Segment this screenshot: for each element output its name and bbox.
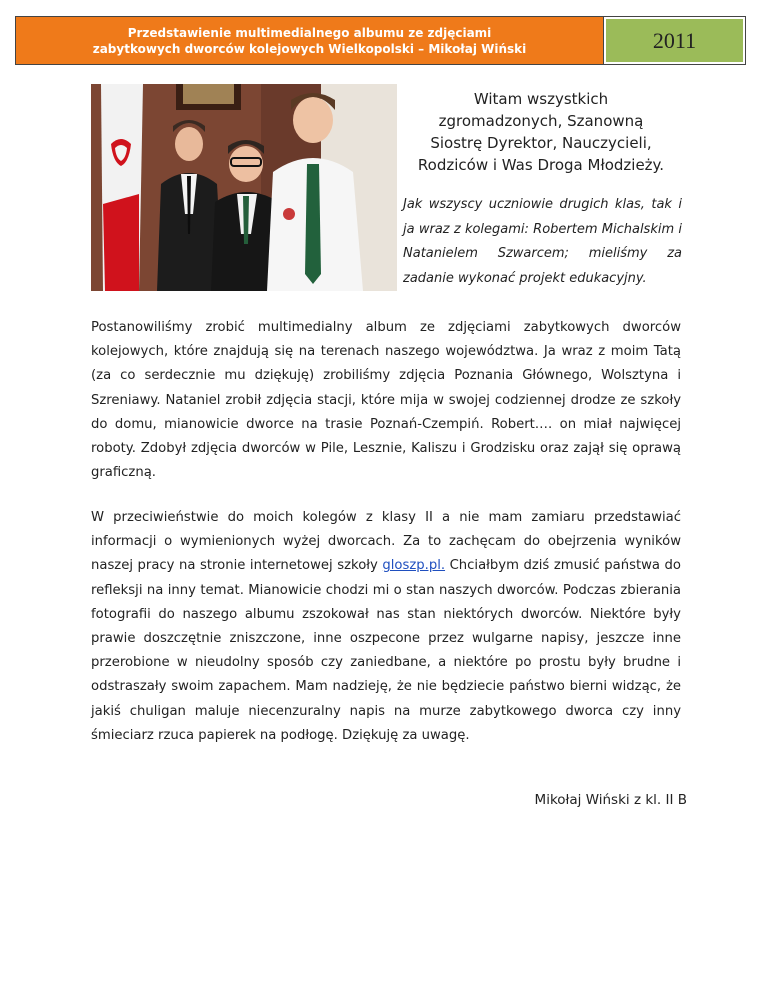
greeting	[400, 88, 682, 176]
greeting-line: zgromadzonych, Szanowną	[438, 112, 644, 130]
signature: Mikołaj Wiński z kl. II B	[534, 792, 687, 808]
header-year: 2011	[606, 19, 743, 62]
paragraph-2-text: W przeciwieństwie do moich kolegów z klasy II a nie mam zamiaru przedstawiać informacji o wymienionych wyżej dworcach. Za to zachęcam do obejrzenia wyników naszej pracy na stronie internetowej szkoły	[91, 510, 681, 574]
header-title	[16, 17, 604, 64]
header-title-line2: zabytkowych dworców kolejowych Wielkopolski – Mikołaj Wiński	[92, 41, 527, 56]
group-photo	[91, 84, 397, 291]
paragraph-2-text-continued: Chciałbym dziś zmusić państwa do refleksji na inny temat. Mianowicie chodzi mi o stan naszych dworców. Podczas zbierania fotografii do naszego albumu zszokował nas stan niektórych dworców. Niektóre były prawie doszczętnie zniszczone, inne oszpecone przez wulgarne napisy, jeszcze inne przerobione w nieudolny sposób czy zaniedbane, a niektóre po prostu były brudne i odstraszały swoim zapachem. Mam nadzieję, że nie będziecie państwo bierni widząc, że jakiś chuligan maluje niecenzuralny napis na murze zabytkowego dworca czy inny śmieciarz rzuca papierek na podłogę. Dziękuję za uwagę.	[91, 558, 681, 743]
greeting-line: Siostrę Dyrektor, Nauczycieli,	[430, 134, 652, 152]
body-paragraph-1: Postanowiliśmy zrobić multimedialny album ze zdjęciami zabytkowych dworców kolejowych, które znajdują się na terenach naszego województwa. Ja wraz z moim Tatą (za co serdecznie mu dziękuję) zrobiliśmy zdjęcia Poznania Głównego, Wolsztyna i Szreniawy. Nataniel zrobił zdjęcia stacji, które mija w swojej codziennej drodze ze szkoły do domu, mianowicie dworce na trasie Poznań-Czempiń. Robert…. on miał najwięcej roboty. Zdobył zdjęcia dworców w Pile, Lesznie, Kaliszu i Grodzisku oraz zajął się oprawą graficzną.	[91, 320, 681, 481]
school-website-link[interactable]: gloszp.pl.	[382, 558, 446, 574]
body-paragraph-2	[91, 506, 681, 748]
greeting-line: Witam wszystkich	[473, 90, 609, 108]
greeting-line: Rodziców i Was Droga Młodzieży.	[417, 156, 665, 174]
document-header	[15, 16, 746, 65]
intro-paragraph: Jak wszyscy uczniowie drugich klas, tak i ja wraz z kolegami: Robertem Michalskim i Natanielem Szwarcem; mieliśmy za zadanie wykonać projekt edukacyjny.	[403, 197, 682, 286]
header-title-line1: Przedstawienie multimedialnego albumu ze zdjęciami	[127, 25, 492, 40]
